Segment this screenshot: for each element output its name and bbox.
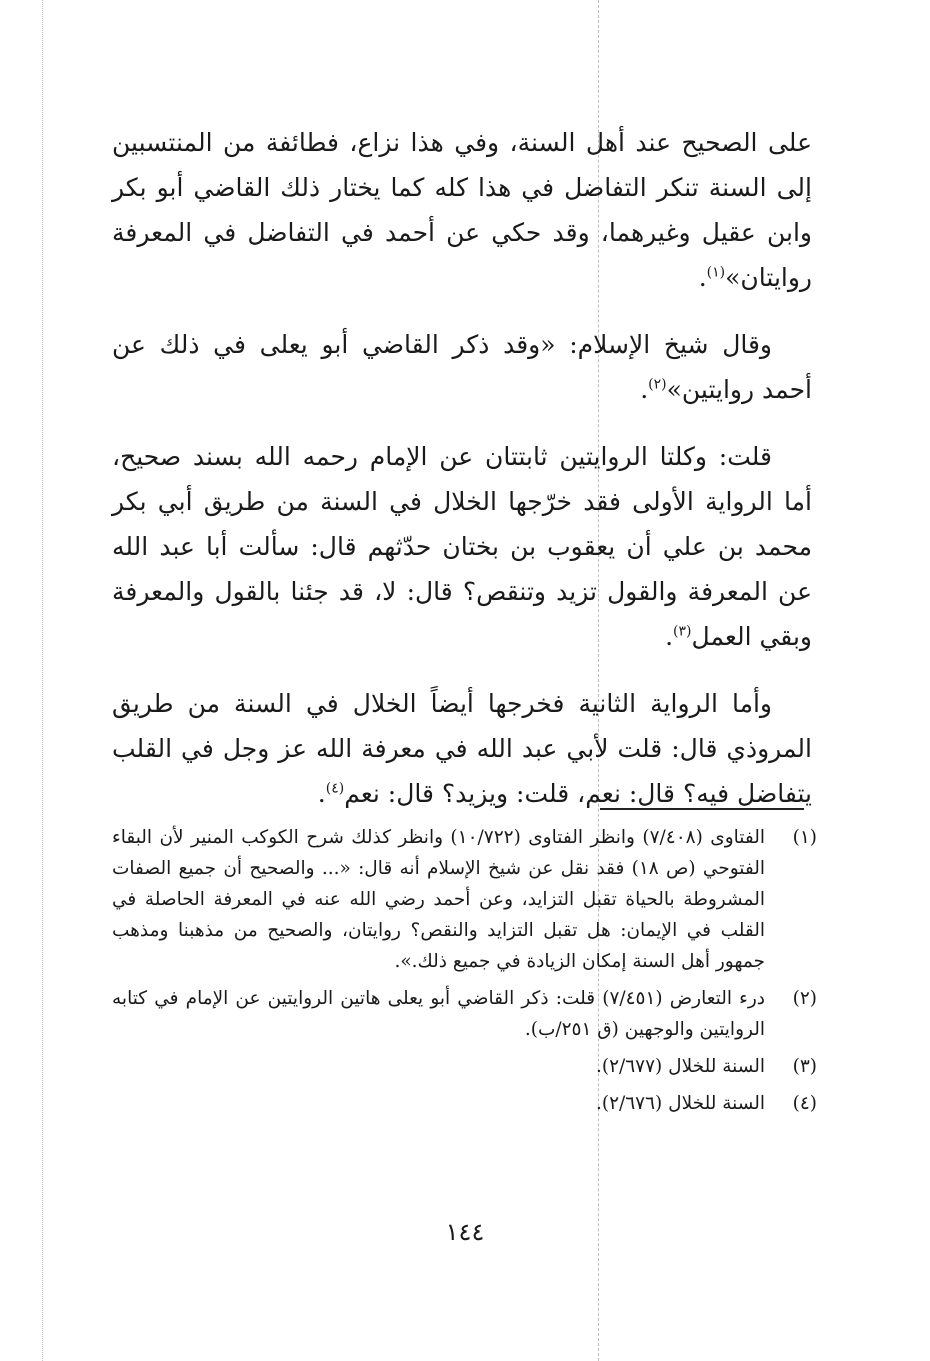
page-number: ١٤٤ — [445, 1218, 485, 1246]
paragraph-2-text: وقال شيخ الإسلام: «وقد ذكر القاضي أبو يعلى في ذلك عن أحمد روايتين» — [112, 330, 812, 404]
paragraph-1-text: على الصحيح عند أهل السنة، وفي هذا نزاع، فطائفة من المنتسبين إلى السنة تنكر التفاضل في هذا كله كما يختار ذلك القاضي أبو بكر وابن عقيل وغيرهما، وقد حكي عن أحمد في التفاضل في المعرفة روايتان» — [112, 128, 812, 292]
paragraph-2-end: . — [640, 375, 649, 404]
footnote-separator — [600, 808, 804, 810]
paragraph-4-text: وأما الرواية الثانية فخرجها أيضاً الخلال في السنة من طريق المروذي قال: قلت لأبي عبد الله في معرفة الله عز وجل في القلب يتفاضل فيه؟ قال: نعم، قلت: ويزيد؟ قال: نعم — [112, 689, 812, 808]
paragraph-3-text: قلت: وكلتا الروايتين ثابتتان عن الإمام رحمه الله بسند صحيح، أما الرواية الأولى فقد خرّجها الخلال في السنة من طريق أبي بكر محمد بن علي أن يعقوب بن بختان حدّثهم قال: سألت أبا عبد الله عن المعرفة والقول تزيد وتنقص؟ قال: لا، قد جئنا بالقول والمعرفة وبقي العمل — [112, 442, 812, 651]
footnote-3-number: (٣) — [792, 1056, 817, 1077]
footnote-1-text: الفتاوى (٧/٤٠٨) وانظر الفتاوى (١٠/٧٢٢) وانظر كذلك شرح الكوكب المنير لأن البقاء الفتوحي (ص ١٨) فقد نقل عن شيخ الإسلام أنه قال: «... والصحيح أن جميع الصفات المشروطة بالحياة تقبل التزايد، وعن أحمد رضي الله عنه في المعرفة الحاصلة في القلب في الإيمان: هل تقبل التزايد والنقص؟ روايتان، والصحيح من مذهبنا ومذهب جمهور أهل السنة إمكان الزيادة في جميع ذلك.». — [112, 827, 766, 972]
footnote-3 — [112, 1051, 817, 1082]
page-edge-dots — [42, 0, 43, 1361]
paragraph-1-end: . — [698, 263, 707, 292]
paragraph-4-end: . — [317, 779, 326, 808]
footnote-4-number: (٤) — [792, 1093, 817, 1114]
footnote-3-text: السنة للخلال (٢/٦٧٧). — [595, 1056, 765, 1077]
footnote-ref-1: (١) — [706, 264, 726, 281]
footnote-1-number: (١) — [792, 827, 817, 848]
footnote-4-text: السنة للخلال (٢/٦٧٦). — [595, 1093, 765, 1114]
footnotes — [112, 822, 817, 1125]
paragraph-4 — [112, 681, 812, 816]
paragraph-3 — [112, 434, 812, 659]
paragraph-2 — [112, 322, 812, 412]
paragraph-3-end: . — [665, 622, 674, 651]
footnote-2 — [112, 983, 817, 1045]
footnote-ref-2: (٢) — [648, 376, 667, 393]
footnote-2-text: درء التعارض (٧/٤٥١) قلت: ذكر القاضي أبو يعلى هاتين الروايتين عن الإمام في كتابه الروايتين والوجهين (ق ٢٥١/ب). — [112, 988, 765, 1040]
paragraph-1 — [112, 120, 812, 300]
footnote-2-number: (٢) — [792, 988, 817, 1009]
footnote-4 — [112, 1088, 817, 1119]
footnote-ref-4: (٤) — [325, 780, 345, 797]
footnote-1 — [112, 822, 817, 977]
footnote-ref-3: (٣) — [673, 623, 692, 640]
main-text — [112, 120, 812, 838]
